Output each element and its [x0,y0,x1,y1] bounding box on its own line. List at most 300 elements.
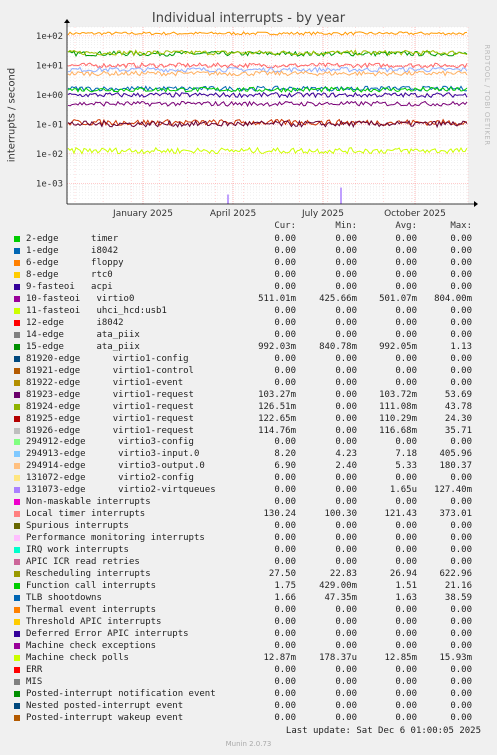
legend-swatch [14,404,20,410]
legend-swatch [14,451,20,457]
legend-swatch [14,715,20,721]
legend-cur: 0.00 [274,473,296,484]
legend-row [0,257,497,269]
legend-min: 0.00 [335,473,357,484]
legend-swatch [14,439,20,445]
legend-swatch [14,296,20,302]
legend-cur: 6.90 [274,461,296,472]
legend-label: 15-edge ata_piix [26,341,140,352]
legend-avg: 1.51 [395,581,417,592]
legend-avg: 0.00 [395,521,417,532]
legend-max: 0.00 [450,269,472,280]
legend-label: 11-fasteoi uhci_hcd:usb1 [26,305,167,316]
legend-min: 0.00 [335,377,357,388]
legend-max: 0.00 [450,628,472,639]
legend-avg: 0.00 [395,533,417,544]
legend-max: 622.96 [439,569,472,580]
legend-cur: 0.00 [274,700,296,711]
rrdtool-watermark: RRDTOOL / TOBI OETIKER [483,44,491,146]
legend-max: 127.40m [434,485,472,496]
legend-min: 0.00 [335,688,357,699]
munin-version: Munin 2.0.73 [225,740,272,748]
legend-label: Performance monitoring interrupts [26,533,205,544]
legend-min: 0.00 [335,413,357,424]
legend-max: 24.30 [444,413,472,424]
legend-avg: 7.18 [395,449,417,460]
legend-label: IRQ work interrupts [26,545,129,556]
legend-max: 0.00 [450,664,472,675]
legend-cur: 103.27m [258,389,296,400]
legend-row [0,556,497,568]
legend-min: 0.00 [335,485,357,496]
legend-label: 2-edge timer [26,234,119,244]
legend-cur: 27.50 [268,569,296,580]
legend-cur: 0.00 [274,281,296,292]
legend-cur: 0.00 [274,353,296,364]
legend-row [0,628,497,640]
legend-avg: 26.94 [389,569,417,580]
legend-max: 0.00 [450,437,472,448]
legend-swatch [14,344,20,350]
legend-swatch [14,691,20,697]
legend-avg: 0.00 [395,688,417,699]
legend-label: Non-maskable interrupts [26,497,151,508]
legend-min: 100.30 [324,509,357,520]
legend-avg: 0.00 [395,437,417,448]
legend-swatch [14,260,20,266]
legend-label: 8-edge rtc0 [26,269,113,280]
legend-max: 1.13 [450,341,472,352]
legend-cur: 0.00 [274,617,296,627]
legend-max: 0.00 [450,281,472,292]
legend-row [0,425,497,437]
legend-swatch [14,236,20,242]
legend-row [0,448,497,460]
legend-max: 0.00 [450,688,472,699]
legend-min: 4.23 [335,449,357,460]
legend-max: 53.69 [444,389,472,400]
legend-row [0,269,497,281]
legend-row [0,436,497,448]
legend-min: 0.00 [335,269,357,280]
legend-label: 81922-edge virtio1-event [26,377,184,388]
legend-cur: 1.75 [274,581,296,592]
legend-cur: 0.00 [274,305,296,316]
chart-plot [0,0,497,222]
legend-cur: 0.00 [274,329,296,340]
legend-min: 0.00 [335,533,357,544]
legend-row [0,293,497,305]
legend-row [0,484,497,496]
legend-cur: 130.24 [263,509,296,520]
legend-min: 0.00 [335,425,357,436]
legend-avg: 0.00 [395,377,417,388]
legend-min: 0.00 [335,605,357,616]
legend-label: 14-edge ata_piix [26,329,140,340]
legend-label: Rescheduling interrupts [26,569,151,580]
legend-avg: 0.00 [395,545,417,556]
legend-min: 0.00 [335,281,357,292]
legend-max: 0.00 [450,700,472,711]
legend-row [0,700,497,712]
legend-max: 35.71 [444,425,472,436]
x-tick-label: January 2025 [113,209,173,219]
legend-avg: 0.00 [395,234,417,244]
legend-cur: 126.51m [258,401,296,412]
legend-row [0,664,497,676]
legend-label: 81923-edge virtio1-request [26,389,194,400]
legend-max: 804.00m [434,293,472,304]
legend-label: Posted-interrupt wakeup event [26,712,184,723]
legend-header [0,221,497,233]
legend-cur: 0.00 [274,557,296,568]
legend-max: 180.37 [439,461,472,472]
legend-min: 0.00 [335,497,357,508]
legend-min: 0.00 [335,234,357,244]
legend-avg: 0.00 [395,317,417,328]
legend-row [0,472,497,484]
legend-avg: 12.85m [384,652,417,663]
legend-row [0,389,497,401]
legend-row [0,532,497,544]
legend-max: 0.00 [450,305,472,316]
legend-label: Posted-interrupt notification event [26,688,216,699]
legend-label: 131072-edge virtio2-config [26,473,194,484]
legend-swatch [14,368,20,374]
legend-min: 0.00 [335,257,357,268]
header-max: Max: [450,221,472,231]
legend-min: 0.00 [335,305,357,316]
legend-avg: 992.05m [379,341,417,352]
legend-cur: 0.00 [274,245,296,256]
legend-row [0,520,497,532]
legend-label: 294913-edge virtio3-input.0 [26,449,200,460]
legend-label: Deferred Error APIC interrupts [26,628,189,639]
legend-cur: 992.03m [258,341,296,352]
legend-row [0,413,497,425]
legend-min: 429.00m [319,581,357,592]
legend-cur: 0.00 [274,497,296,508]
legend-cur: 0.00 [274,712,296,723]
legend-row [0,377,497,389]
legend-row [0,401,497,413]
legend-avg: 0.00 [395,497,417,508]
legend-cur: 1.66 [274,593,296,604]
legend-cur: 0.00 [274,234,296,244]
legend-swatch [14,499,20,505]
legend-swatch [14,535,20,541]
legend-row [0,365,497,377]
legend-label: 131073-edge virtio2-virtqueues [26,485,216,496]
legend-max: 0.00 [450,521,472,532]
header-avg: Avg: [395,221,417,231]
legend-min: 0.00 [335,353,357,364]
legend-max: 373.01 [439,509,472,520]
legend-label: 81921-edge virtio1-control [26,365,194,376]
legend-swatch [14,619,20,625]
legend-min: 0.00 [335,617,357,627]
legend-min: 2.40 [335,461,357,472]
legend-label: ERR [26,664,43,675]
legend-min: 0.00 [335,640,357,651]
legend-avg: 1.65u [389,485,417,496]
legend-max: 0.00 [450,533,472,544]
legend-avg: 0.00 [395,676,417,687]
legend-row [0,341,497,353]
legend-max: 0.00 [450,473,472,484]
legend-avg: 0.00 [395,473,417,484]
header-min: Min: [335,221,357,231]
legend-avg: 0.00 [395,245,417,256]
legend-avg: 0.00 [395,329,417,340]
legend-avg: 0.00 [395,365,417,376]
legend-avg: 110.29m [379,413,417,424]
legend-avg: 0.00 [395,269,417,280]
legend-swatch [14,308,20,314]
legend-row [0,353,497,365]
legend-avg: 103.72m [379,389,417,400]
legend-table [0,233,497,724]
legend-min: 0.00 [335,664,357,675]
legend-label: APIC ICR read retries [26,557,140,568]
x-tick-label: July 2025 [302,209,344,219]
legend-max: 0.00 [450,676,472,687]
legend-label: Thermal event interrupts [26,605,157,616]
x-tick-label: April 2025 [209,209,257,219]
legend-cur: 0.00 [274,545,296,556]
legend-max: 21.16 [444,581,472,592]
legend-max: 0.00 [450,329,472,340]
legend-swatch [14,655,20,661]
legend-row [0,281,497,293]
legend-cur: 0.00 [274,257,296,268]
legend-max: 15.93m [439,652,472,663]
legend-cur: 0.00 [274,269,296,280]
legend-swatch [14,380,20,386]
legend-min: 178.37u [319,652,357,663]
legend-label: TLB shootdowns [26,593,102,604]
legend-row [0,616,497,628]
legend-cur: 0.00 [274,605,296,616]
legend-min: 425.66m [319,293,357,304]
legend-cur: 0.00 [274,640,296,651]
legend-label: 9-fasteoi acpi [26,281,113,292]
legend-cur: 0.00 [274,676,296,687]
legend-min: 0.00 [335,401,357,412]
legend-row [0,652,497,664]
legend-avg: 0.00 [395,628,417,639]
legend-row [0,305,497,317]
legend-row [0,580,497,592]
y-axis-arrow [64,19,70,23]
legend-cur: 12.87m [263,652,296,663]
legend-label: 81926-edge virtio1-request [26,425,194,436]
legend-max: 0.00 [450,353,472,364]
legend-label: 294912-edge virtio3-config [26,437,194,448]
legend-cur: 0.00 [274,664,296,675]
legend-label: Function call interrupts [26,581,157,592]
legend-row [0,688,497,700]
legend-max: 405.96 [439,449,472,460]
legend-max: 38.59 [444,593,472,604]
legend-min: 0.00 [335,245,357,256]
legend-row [0,460,497,472]
legend-label: Threshold APIC interrupts [26,617,162,627]
legend-swatch [14,284,20,290]
legend-min: 0.00 [335,545,357,556]
y-tick-label: 1e-03 [35,179,63,190]
legend-avg: 121.43 [384,509,417,520]
legend-row [0,329,497,341]
legend-swatch [14,463,20,469]
legend-swatch [14,523,20,529]
legend-label: 294914-edge virtio3-output.0 [26,461,205,472]
legend-min: 840.78m [319,341,357,352]
legend-min: 22.83 [329,569,357,580]
legend-max: 0.00 [450,605,472,616]
legend-avg: 1.63 [395,593,417,604]
legend-min: 0.00 [335,628,357,639]
legend-cur: 0.00 [274,533,296,544]
legend-swatch [14,320,20,326]
legend-min: 0.00 [335,365,357,376]
legend-row [0,676,497,688]
legend-swatch [14,667,20,673]
y-tick-label: 1e-02 [35,149,63,160]
legend-avg: 501.07m [379,293,417,304]
legend-swatch [14,679,20,685]
legend-row [0,496,497,508]
legend-max: 0.00 [450,557,472,568]
y-axis-label: interrupts / second [6,67,18,163]
legend-cur: 114.76m [258,425,296,436]
legend-label: Spurious interrupts [26,521,129,532]
legend-min: 0.00 [335,317,357,328]
legend-max: 43.78 [444,401,472,412]
legend-label: 81925-edge virtio1-request [26,413,194,424]
legend-label: MIS [26,676,43,687]
legend-cur: 0.00 [274,377,296,388]
legend-max: 0.00 [450,317,472,328]
y-tick-label: 1e+01 [35,61,63,72]
legend-row [0,568,497,580]
legend-label: 12-edge i8042 [26,317,124,328]
legend-swatch [14,643,20,649]
legend-avg: 0.00 [395,281,417,292]
legend-avg: 0.00 [395,605,417,616]
header-cur: Cur: [274,221,296,231]
y-tick-label: 1e+00 [35,90,63,101]
legend-max: 0.00 [450,712,472,723]
legend-avg: 0.00 [395,353,417,364]
x-tick-label: October 2025 [384,209,446,219]
legend-max: 0.00 [450,365,472,376]
legend-cur: 8.20 [274,449,296,460]
legend-swatch [14,583,20,589]
legend-max: 0.00 [450,257,472,268]
legend-row [0,592,497,604]
legend-swatch [14,248,20,254]
legend-swatch [14,559,20,565]
legend-min: 0.00 [335,557,357,568]
legend-cur: 0.00 [274,437,296,448]
legend-swatch [14,332,20,338]
legend-avg: 5.33 [395,461,417,472]
legend-swatch [14,703,20,709]
legend-swatch [14,595,20,601]
legend-label: 81924-edge virtio1-request [26,401,194,412]
legend-swatch [14,487,20,493]
last-update: Last update: Sat Dec 6 01:00:05 2025 [285,726,481,736]
legend-row [0,233,497,245]
y-tick-label: 1e+02 [35,31,63,42]
legend-min: 0.00 [335,521,357,532]
legend-label: 1-edge i8042 [26,245,119,256]
legend-min: 0.00 [335,437,357,448]
legend-max: 0.00 [450,377,472,388]
legend-label: 10-fasteoi virtio0 [26,293,135,304]
legend-avg: 116.68m [379,425,417,436]
legend-max: 0.00 [450,234,472,244]
legend-cur: 0.00 [274,521,296,532]
legend-row [0,245,497,257]
legend-label: Nested posted-interrupt event [26,700,184,711]
legend-label: 6-edge floppy [26,257,124,268]
legend-max: 0.00 [450,617,472,627]
legend-cur: 0.00 [274,628,296,639]
legend-swatch [14,475,20,481]
legend-min: 0.00 [335,329,357,340]
legend-label: 81920-edge virtio1-config [26,353,189,364]
legend-avg: 0.00 [395,257,417,268]
legend-avg: 0.00 [395,700,417,711]
y-tick-label: 1e-01 [35,120,63,131]
legend-max: 0.00 [450,497,472,508]
legend-swatch [14,631,20,637]
legend-cur: 122.65m [258,413,296,424]
x-axis-arrow [474,201,478,207]
legend-swatch [14,272,20,278]
legend-max: 0.00 [450,640,472,651]
legend-row [0,604,497,616]
legend-max: 0.00 [450,545,472,556]
legend-swatch [14,428,20,434]
legend-label: Local timer interrupts [26,509,146,520]
legend-swatch [14,511,20,517]
legend-label: Machine check polls [26,652,129,663]
legend-swatch [14,607,20,613]
legend-min: 0.00 [335,676,357,687]
legend-row [0,508,497,520]
legend-avg: 0.00 [395,557,417,568]
chart-title: Individual interrupts - by year [151,11,346,26]
legend-max: 0.00 [450,245,472,256]
legend-min: 47.35m [324,593,357,604]
legend-row [0,544,497,556]
legend-avg: 0.00 [395,640,417,651]
legend-cur: 0.00 [274,485,296,496]
legend-row [0,640,497,652]
legend-swatch [14,416,20,422]
legend-row [0,712,497,724]
legend-cur: 0.00 [274,688,296,699]
legend-label: Machine check exceptions [26,640,157,651]
legend-swatch [14,392,20,398]
legend-cur: 0.00 [274,317,296,328]
legend-avg: 0.00 [395,712,417,723]
legend-avg: 0.00 [395,305,417,316]
legend-avg: 0.00 [395,664,417,675]
